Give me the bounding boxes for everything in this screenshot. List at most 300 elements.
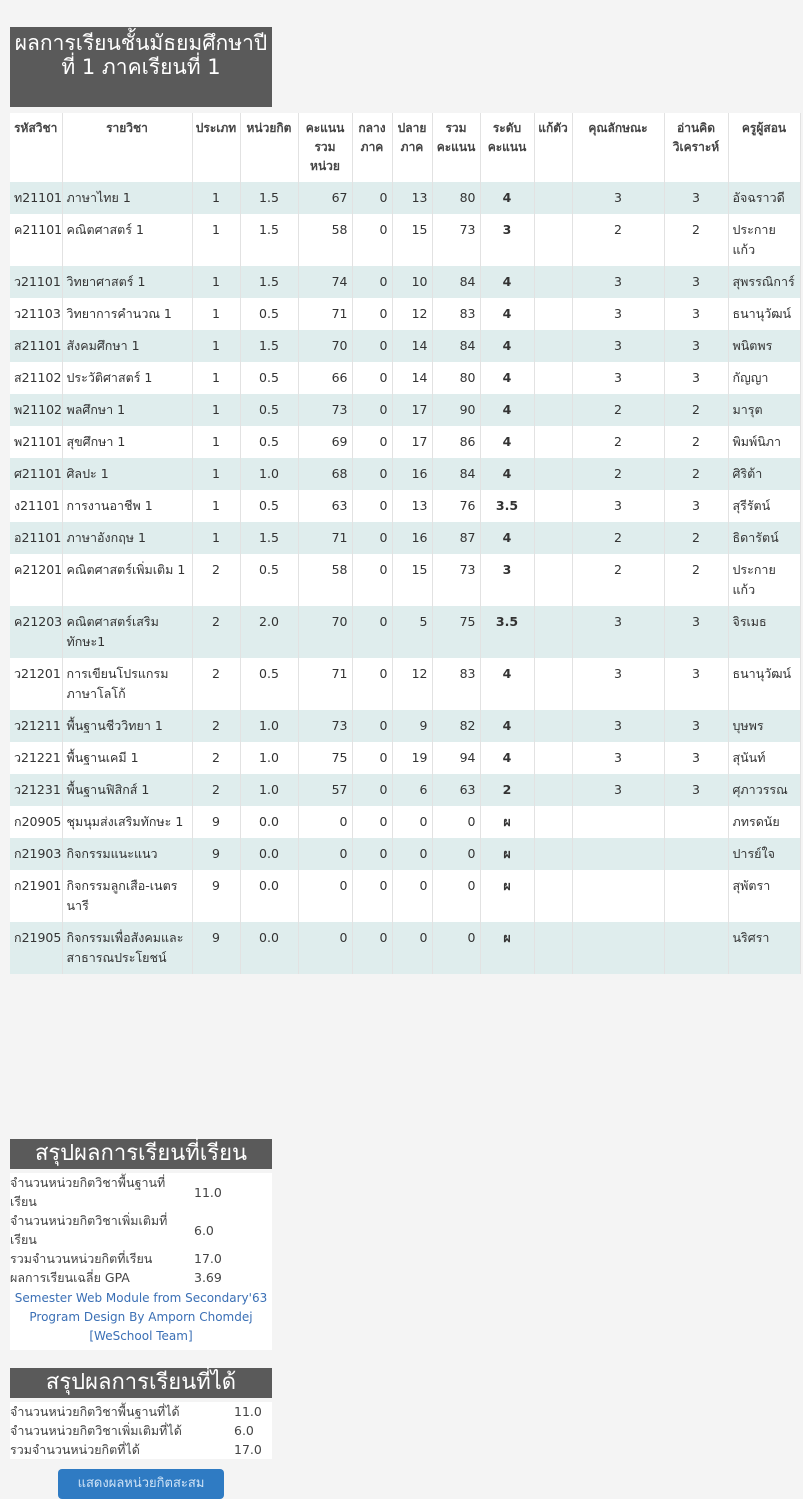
- cell-grade: 3: [480, 554, 534, 606]
- cell-credits: 0.5: [240, 362, 298, 394]
- header-retake: แก้ตัว: [534, 113, 572, 182]
- cell-subject-name: กิจกรรมแนะแนว: [62, 838, 192, 870]
- cell-type: 9: [192, 922, 240, 974]
- table-header-row: [10, 113, 800, 182]
- cell-retake: [534, 298, 572, 330]
- cell-final: 16: [392, 522, 432, 554]
- summary-value: 11.0: [234, 1404, 262, 1419]
- cell-unit-score: 75: [298, 742, 352, 774]
- cell-unit-score: 68: [298, 458, 352, 490]
- cell-teacher: ศุภาวรรณ: [728, 774, 800, 806]
- cell-subject-code: ค21201: [10, 554, 62, 606]
- cell-subject-name: พื้นฐานชีววิทยา 1: [62, 710, 192, 742]
- cell-teacher: ประกายแก้ว: [728, 554, 800, 606]
- cell-type: 2: [192, 742, 240, 774]
- cell-attributes: 3: [572, 362, 664, 394]
- table-row: [10, 554, 800, 606]
- cell-subject-name: การเขียนโปรแกรมภาษาโลโก้: [62, 658, 192, 710]
- cell-total: 84: [432, 458, 480, 490]
- cell-retake: [534, 330, 572, 362]
- header-reading-analysis: อ่านคิดวิเคราะห์: [664, 113, 728, 182]
- cell-attributes: 3: [572, 330, 664, 362]
- cell-teacher: อัจฉราวดี: [728, 182, 800, 214]
- table-row: [10, 182, 800, 214]
- cell-unit-score: 0: [298, 922, 352, 974]
- gpa-value: 3.69: [194, 1270, 222, 1285]
- cell-attributes: 3: [572, 606, 664, 658]
- cell-midterm: 0: [352, 806, 392, 838]
- cell-grade: 4: [480, 394, 534, 426]
- summary-value: 17.0: [194, 1251, 222, 1266]
- cell-type: 9: [192, 870, 240, 922]
- cell-subject-code: ว21103: [10, 298, 62, 330]
- cell-grade: 4: [480, 710, 534, 742]
- cell-final: 5: [392, 606, 432, 658]
- table-row: [10, 362, 800, 394]
- cell-unit-score: 0: [298, 838, 352, 870]
- module-credit-link[interactable]: Semester Web Module from Secondary'63 Program Design By Amporn Chomdej [WeSchool Team]: [14, 1291, 268, 1343]
- cell-total: 84: [432, 266, 480, 298]
- table-row: [10, 774, 800, 806]
- cell-unit-score: 58: [298, 554, 352, 606]
- cell-attributes: [572, 806, 664, 838]
- cell-midterm: 0: [352, 330, 392, 362]
- cell-retake: [534, 606, 572, 658]
- cell-attributes: 2: [572, 554, 664, 606]
- cell-teacher: จิรเมธ: [728, 606, 800, 658]
- cell-teacher: บุษพร: [728, 710, 800, 742]
- cell-retake: [534, 838, 572, 870]
- cell-teacher: สุนันท์: [728, 742, 800, 774]
- cell-attributes: 3: [572, 298, 664, 330]
- cell-attributes: 2: [572, 458, 664, 490]
- header-subject-name: รายวิชา: [62, 113, 192, 182]
- cell-subject-name: วิทยาศาสตร์ 1: [62, 266, 192, 298]
- cell-midterm: 0: [352, 298, 392, 330]
- cell-retake: [534, 554, 572, 606]
- cell-credits: 1.5: [240, 330, 298, 362]
- cell-reading-analysis: 2: [664, 522, 728, 554]
- cell-teacher: สุรีรัตน์: [728, 490, 800, 522]
- cell-credits: 1.0: [240, 458, 298, 490]
- cell-teacher: สุพัตรา: [728, 870, 800, 922]
- cell-final: 0: [392, 922, 432, 974]
- grades-table: [10, 113, 801, 974]
- cell-total: 73: [432, 214, 480, 266]
- cell-total: 0: [432, 838, 480, 870]
- cell-type: 1: [192, 266, 240, 298]
- summary-earned-title: สรุปผลการเรียนที่ได้: [10, 1368, 272, 1398]
- cell-midterm: 0: [352, 214, 392, 266]
- cell-unit-score: 71: [298, 522, 352, 554]
- table-row: [10, 266, 800, 298]
- cell-attributes: 2: [572, 214, 664, 266]
- header-teacher: ครูผู้สอน: [728, 113, 800, 182]
- cell-reading-analysis: 3: [664, 742, 728, 774]
- cell-credits: 0.5: [240, 658, 298, 710]
- cell-type: 2: [192, 554, 240, 606]
- cell-grade: 4: [480, 182, 534, 214]
- cell-subject-name: วิทยาการคำนวณ 1: [62, 298, 192, 330]
- cell-retake: [534, 458, 572, 490]
- cell-attributes: 2: [572, 394, 664, 426]
- cell-reading-analysis: 3: [664, 658, 728, 710]
- table-row: [10, 806, 800, 838]
- cell-unit-score: 57: [298, 774, 352, 806]
- summary-label: จำนวนหน่วยกิตวิชาพื้นฐานที่เรียน: [10, 1175, 166, 1209]
- summary-value: 6.0: [234, 1423, 254, 1438]
- header-subject-code: รหัสวิชา: [10, 113, 62, 182]
- table-row: [10, 426, 800, 458]
- cell-midterm: 0: [352, 522, 392, 554]
- cell-teacher: ปารย์ใจ: [728, 838, 800, 870]
- cell-subject-code: ง21101: [10, 490, 62, 522]
- cell-reading-analysis: 2: [664, 554, 728, 606]
- cell-total: 94: [432, 742, 480, 774]
- summary-value: 17.0: [234, 1442, 262, 1457]
- cell-retake: [534, 426, 572, 458]
- cell-credits: 1.5: [240, 522, 298, 554]
- header-credits: หน่วยกิต: [240, 113, 298, 182]
- cell-type: 1: [192, 522, 240, 554]
- cell-subject-name: คณิตศาสตร์ 1: [62, 214, 192, 266]
- cell-subject-name: กิจกรรมลูกเสือ-เนตรนารี: [62, 870, 192, 922]
- cell-subject-name: พื้นฐานฟิสิกส์ 1: [62, 774, 192, 806]
- cell-midterm: 0: [352, 838, 392, 870]
- cell-subject-code: ก21903: [10, 838, 62, 870]
- cell-subject-name: คณิตศาสตร์เพิ่มเติม 1: [62, 554, 192, 606]
- table-row: [10, 710, 800, 742]
- cell-retake: [534, 490, 572, 522]
- cell-type: 1: [192, 426, 240, 458]
- cell-midterm: 0: [352, 554, 392, 606]
- cell-final: 13: [392, 182, 432, 214]
- summary-studied-row: [10, 1173, 272, 1211]
- show-cumulative-credits-button[interactable]: แสดงผลหน่วยกิตสะสม: [58, 1469, 224, 1499]
- cell-midterm: 0: [352, 606, 392, 658]
- cell-unit-score: 0: [298, 870, 352, 922]
- cell-teacher: ธิดารัตน์: [728, 522, 800, 554]
- cell-subject-code: ค21101: [10, 214, 62, 266]
- cell-teacher: กัญญา: [728, 362, 800, 394]
- cell-reading-analysis: 3: [664, 710, 728, 742]
- summary-studied-row: [10, 1249, 272, 1268]
- cell-retake: [534, 870, 572, 922]
- cell-midterm: 0: [352, 394, 392, 426]
- cell-teacher: มารุต: [728, 394, 800, 426]
- page-title: ผลการเรียนชั้นมัธยมศึกษาปีที่ 1 ภาคเรียนที่ 1: [10, 27, 272, 107]
- cell-midterm: 0: [352, 426, 392, 458]
- cell-subject-code: ก20905: [10, 806, 62, 838]
- cell-retake: [534, 214, 572, 266]
- cell-subject-name: ชุมนุมส่งเสริมทักษะ 1: [62, 806, 192, 838]
- header-unit-score: คะแนนรวมหน่วย: [298, 113, 352, 182]
- cell-attributes: [572, 838, 664, 870]
- cell-grade: ผ: [480, 838, 534, 870]
- summary-label: จำนวนหน่วยกิตวิชาพื้นฐานที่ได้: [10, 1404, 180, 1419]
- cell-attributes: 3: [572, 774, 664, 806]
- cell-credits: 1.0: [240, 742, 298, 774]
- cell-unit-score: 71: [298, 658, 352, 710]
- header-type: ประเภท: [192, 113, 240, 182]
- cell-reading-analysis: 2: [664, 394, 728, 426]
- cell-reading-analysis: 2: [664, 214, 728, 266]
- cell-reading-analysis: 3: [664, 362, 728, 394]
- cell-grade: 4: [480, 522, 534, 554]
- cell-grade: 4: [480, 742, 534, 774]
- cell-unit-score: 66: [298, 362, 352, 394]
- cell-total: 90: [432, 394, 480, 426]
- cell-attributes: 2: [572, 522, 664, 554]
- cell-total: 82: [432, 710, 480, 742]
- cell-reading-analysis: 3: [664, 490, 728, 522]
- cell-final: 15: [392, 554, 432, 606]
- cell-credits: 0.0: [240, 838, 298, 870]
- cell-teacher: ศิริต้า: [728, 458, 800, 490]
- cell-credits: 0.5: [240, 426, 298, 458]
- cell-grade: ผ: [480, 870, 534, 922]
- table-row: [10, 490, 800, 522]
- cell-final: 12: [392, 298, 432, 330]
- summary-earned-box: [10, 1402, 272, 1459]
- cell-midterm: 0: [352, 458, 392, 490]
- cell-grade: 4: [480, 458, 534, 490]
- cell-attributes: 3: [572, 490, 664, 522]
- cell-unit-score: 67: [298, 182, 352, 214]
- cell-teacher: สุพรรณิการ์: [728, 266, 800, 298]
- summary-studied-row: [10, 1211, 272, 1249]
- cell-subject-name: พื้นฐานเคมี 1: [62, 742, 192, 774]
- table-row: [10, 330, 800, 362]
- cell-teacher: ธนานุวัฒน์: [728, 298, 800, 330]
- cell-subject-name: ภาษาอังกฤษ 1: [62, 522, 192, 554]
- cell-reading-analysis: 2: [664, 426, 728, 458]
- cell-unit-score: 71: [298, 298, 352, 330]
- table-row: [10, 394, 800, 426]
- cell-final: 15: [392, 214, 432, 266]
- cell-type: 1: [192, 182, 240, 214]
- cell-type: 2: [192, 774, 240, 806]
- cell-grade: 4: [480, 266, 534, 298]
- cell-subject-name: ประวัติศาสตร์ 1: [62, 362, 192, 394]
- cell-grade: 2: [480, 774, 534, 806]
- cell-subject-name: การงานอาชีพ 1: [62, 490, 192, 522]
- cell-unit-score: 74: [298, 266, 352, 298]
- cell-credits: 1.5: [240, 214, 298, 266]
- summary-label: รวมจำนวนหน่วยกิตที่เรียน: [10, 1251, 153, 1266]
- cell-teacher: ภทรดนัย: [728, 806, 800, 838]
- cell-subject-code: ว21211: [10, 710, 62, 742]
- cell-reading-analysis: [664, 922, 728, 974]
- cell-unit-score: 69: [298, 426, 352, 458]
- cell-grade: 4: [480, 330, 534, 362]
- table-row: [10, 214, 800, 266]
- cell-attributes: 3: [572, 266, 664, 298]
- cell-type: 1: [192, 298, 240, 330]
- cell-credits: 1.5: [240, 182, 298, 214]
- cell-final: 17: [392, 426, 432, 458]
- cell-final: 0: [392, 870, 432, 922]
- cell-retake: [534, 522, 572, 554]
- cell-total: 76: [432, 490, 480, 522]
- cell-attributes: 3: [572, 742, 664, 774]
- cell-unit-score: 70: [298, 606, 352, 658]
- cell-type: 1: [192, 330, 240, 362]
- cell-credits: 0.0: [240, 870, 298, 922]
- cell-grade: 3: [480, 214, 534, 266]
- cell-subject-name: คณิตศาสตร์เสริมทักษะ1: [62, 606, 192, 658]
- table-row: [10, 742, 800, 774]
- table-row: [10, 298, 800, 330]
- cell-midterm: 0: [352, 362, 392, 394]
- summary-label: รวมจำนวนหน่วยกิตที่ได้: [10, 1442, 140, 1457]
- cell-reading-analysis: 3: [664, 774, 728, 806]
- cell-grade: 4: [480, 298, 534, 330]
- cell-midterm: 0: [352, 266, 392, 298]
- cell-total: 0: [432, 870, 480, 922]
- cell-type: 2: [192, 710, 240, 742]
- cell-final: 6: [392, 774, 432, 806]
- cell-type: 1: [192, 394, 240, 426]
- cell-attributes: 3: [572, 658, 664, 710]
- header-final: ปลายภาค: [392, 113, 432, 182]
- cell-retake: [534, 742, 572, 774]
- summary-value: 11.0: [194, 1184, 222, 1200]
- cell-final: 14: [392, 330, 432, 362]
- cell-total: 84: [432, 330, 480, 362]
- cell-subject-code: ว21101: [10, 266, 62, 298]
- cell-final: 13: [392, 490, 432, 522]
- header-attributes: คุณลักษณะ: [572, 113, 664, 182]
- cell-unit-score: 63: [298, 490, 352, 522]
- cell-midterm: 0: [352, 922, 392, 974]
- cell-reading-analysis: 2: [664, 458, 728, 490]
- cell-type: 1: [192, 362, 240, 394]
- cell-retake: [534, 922, 572, 974]
- cell-subject-code: อ21101: [10, 522, 62, 554]
- cell-unit-score: 73: [298, 710, 352, 742]
- summary-earned-row: [10, 1402, 272, 1421]
- cell-reading-analysis: 3: [664, 606, 728, 658]
- cell-final: 16: [392, 458, 432, 490]
- cell-final: 0: [392, 806, 432, 838]
- cell-subject-name: ภาษาไทย 1: [62, 182, 192, 214]
- cell-subject-code: พ21102: [10, 394, 62, 426]
- cell-midterm: 0: [352, 182, 392, 214]
- cell-total: 0: [432, 806, 480, 838]
- cell-retake: [534, 710, 572, 742]
- cell-subject-name: สุขศึกษา 1: [62, 426, 192, 458]
- cell-grade: ผ: [480, 806, 534, 838]
- cell-total: 0: [432, 922, 480, 974]
- cell-attributes: 2: [572, 426, 664, 458]
- cell-midterm: 0: [352, 710, 392, 742]
- summary-value: 6.0: [194, 1222, 214, 1238]
- cell-total: 63: [432, 774, 480, 806]
- summary-earned-row: [10, 1421, 272, 1440]
- cell-attributes: [572, 870, 664, 922]
- cell-teacher: พิมพ์นิภา: [728, 426, 800, 458]
- cell-reading-analysis: 3: [664, 330, 728, 362]
- cell-unit-score: 70: [298, 330, 352, 362]
- header-midterm: กลางภาค: [352, 113, 392, 182]
- table-row: [10, 870, 800, 922]
- cell-unit-score: 0: [298, 806, 352, 838]
- summary-label: จำนวนหน่วยกิตวิชาเพิ่มเติมที่เรียน: [10, 1213, 168, 1247]
- cell-total: 80: [432, 362, 480, 394]
- cell-credits: 0.5: [240, 298, 298, 330]
- cell-teacher: ประกายแก้ว: [728, 214, 800, 266]
- cell-subject-code: ว21231: [10, 774, 62, 806]
- table-row: [10, 606, 800, 658]
- cell-grade: 4: [480, 362, 534, 394]
- cell-subject-code: ส21102: [10, 362, 62, 394]
- table-row: [10, 658, 800, 710]
- cell-credits: 1.5: [240, 266, 298, 298]
- cell-subject-code: ค21203: [10, 606, 62, 658]
- cell-total: 73: [432, 554, 480, 606]
- cell-total: 86: [432, 426, 480, 458]
- cell-final: 12: [392, 658, 432, 710]
- cell-total: 87: [432, 522, 480, 554]
- cell-grade: ผ: [480, 922, 534, 974]
- table-row: [10, 522, 800, 554]
- cell-reading-analysis: 3: [664, 298, 728, 330]
- cell-subject-name: พลศึกษา 1: [62, 394, 192, 426]
- summary-studied-row: [10, 1268, 272, 1287]
- cell-teacher: ธนานุวัฒน์: [728, 658, 800, 710]
- cell-credits: 1.0: [240, 774, 298, 806]
- cell-subject-code: ส21101: [10, 330, 62, 362]
- cell-credits: 0.0: [240, 922, 298, 974]
- grades-table-body: [10, 182, 800, 974]
- cell-reading-analysis: [664, 838, 728, 870]
- cell-grade: 3.5: [480, 606, 534, 658]
- cell-final: 14: [392, 362, 432, 394]
- cell-type: 9: [192, 838, 240, 870]
- cell-midterm: 0: [352, 742, 392, 774]
- summary-studied-box: [10, 1173, 272, 1350]
- cell-credits: 1.0: [240, 710, 298, 742]
- cell-grade: 3.5: [480, 490, 534, 522]
- cell-credits: 0.5: [240, 394, 298, 426]
- cell-type: 1: [192, 458, 240, 490]
- cell-final: 0: [392, 838, 432, 870]
- cell-final: 19: [392, 742, 432, 774]
- cell-subject-code: ท21101: [10, 182, 62, 214]
- cell-credits: 0.0: [240, 806, 298, 838]
- cell-grade: 4: [480, 426, 534, 458]
- grades-table-wrapper: [10, 113, 800, 974]
- cell-subject-name: กิจกรรมเพื่อสังคมและสาธารณประโยชน์: [62, 922, 192, 974]
- cell-attributes: 3: [572, 710, 664, 742]
- table-row: [10, 838, 800, 870]
- cell-reading-analysis: 3: [664, 182, 728, 214]
- summary-label: ผลการเรียนเฉลี่ย GPA: [10, 1270, 130, 1285]
- cell-midterm: 0: [352, 870, 392, 922]
- cell-subject-code: ศ21101: [10, 458, 62, 490]
- cell-attributes: [572, 922, 664, 974]
- cell-unit-score: 73: [298, 394, 352, 426]
- cell-subject-code: ว21221: [10, 742, 62, 774]
- cell-credits: 0.5: [240, 490, 298, 522]
- cell-retake: [534, 362, 572, 394]
- cell-reading-analysis: 3: [664, 266, 728, 298]
- cell-total: 83: [432, 658, 480, 710]
- cell-retake: [534, 806, 572, 838]
- table-row: [10, 922, 800, 974]
- header-grade: ระดับคะแนน: [480, 113, 534, 182]
